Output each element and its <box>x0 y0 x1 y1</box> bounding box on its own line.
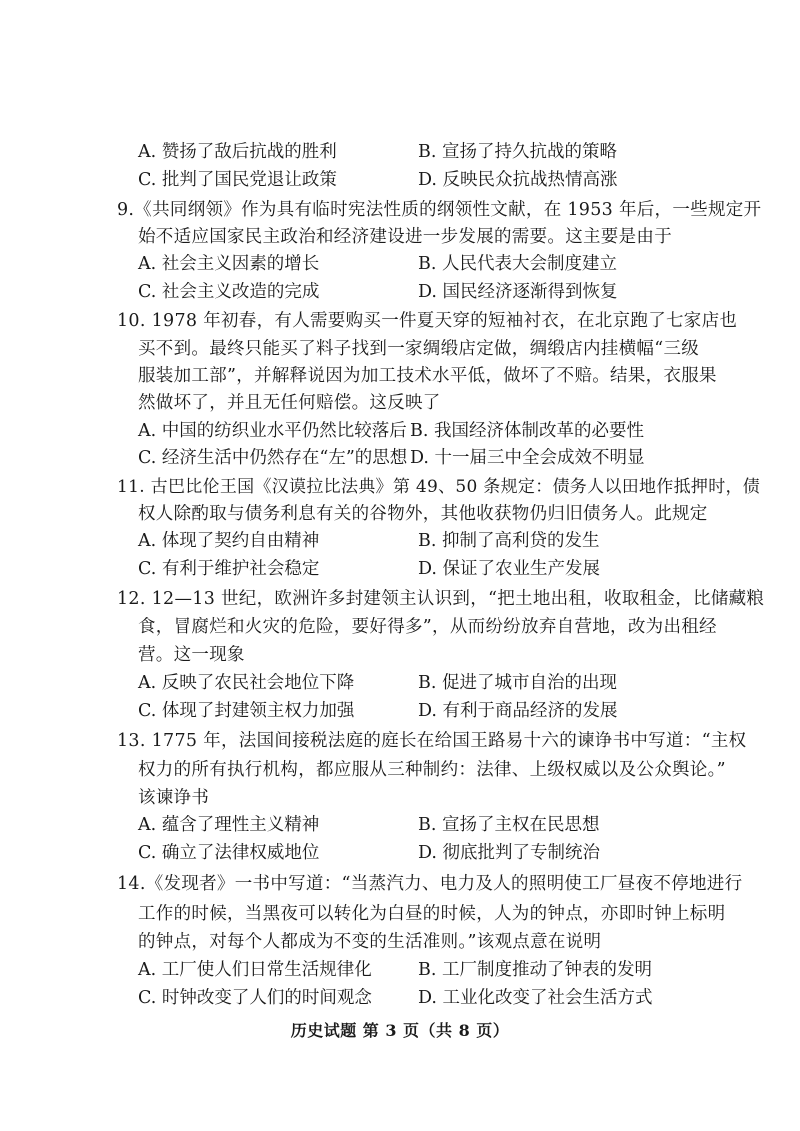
q13-option-b: B. 宣扬了主权在民思想 <box>418 815 600 835</box>
q10-stem-line4: 然做坏了，并且无任何赔偿。这反映了 <box>138 393 441 413</box>
q10-option-b: B. 我国经济体制改革的必要性 <box>410 421 644 441</box>
q12-stem-line3: 营。这一现象 <box>138 645 245 665</box>
q13-option-d: D. 彻底批判了专制统治 <box>418 843 601 863</box>
q9-option-c: C. 社会主义改造的完成 <box>138 282 320 302</box>
q12-stem-line2: 食，冒腐烂和火灾的危险，要好得多”，从而纷纷放弃自营地，改为出租经 <box>138 617 717 637</box>
q12-stem-line1: 12. 12—13 世纪，欧洲许多封建领主认识到，“把土地出租，收取租金，比储藏粮 <box>117 589 765 609</box>
q8-option-d: D. 反映民众抗战热情高涨 <box>418 170 618 190</box>
q12-option-d: D. 有利于商品经济的发展 <box>418 701 618 721</box>
q12-option-b: B. 促进了城市自治的出现 <box>418 673 617 693</box>
q13-option-c: C. 确立了法律权威地位 <box>138 843 320 863</box>
q13-option-a: A. 蕴含了理性主义精神 <box>138 815 320 835</box>
q11-stem-line2: 权人除酌取与债务利息有关的谷物外，其他收获物仍归旧债务人。此规定 <box>138 504 708 524</box>
q11-option-b: B. 抑制了高利贷的发生 <box>418 531 600 551</box>
q10-stem-line3: 服装加工部”，并解释说因为加工技术水平低，做坏了不赔。结果，衣服果 <box>138 366 717 386</box>
q12-option-c: C. 体现了封建领主权力加强 <box>138 701 355 721</box>
q13-stem-line2: 权力的所有执行机构，都应服从三种制约：法律、上级权威以及公众舆论。” <box>138 760 726 780</box>
q8-option-b: B. 宣扬了持久抗战的策略 <box>418 142 617 162</box>
q10-stem-line2: 买不到。最终只能买了料子找到一家绸缎店定做，绸缎店内挂横幅“三级 <box>138 339 700 359</box>
q14-option-d: D. 工业化改变了社会生活方式 <box>418 988 653 1008</box>
q8-option-c: C. 批判了国民党退让政策 <box>138 170 337 190</box>
q14-option-a: A. 工厂使人们日常生活规律化 <box>138 960 372 980</box>
q14-stem-line2: 工作的时候，当黑夜可以转化为白昼的时候，人为的钟点，亦即时钟上标明 <box>138 904 726 924</box>
q11-option-c: C. 有利于维护社会稳定 <box>138 559 320 579</box>
q11-stem-line1: 11. 古巴比伦王国《汉谟拉比法典》第 49、50 条规定：债务人以田地作抵押时，债 <box>117 477 761 497</box>
q11-option-a: A. 体现了契约自由精神 <box>138 531 320 551</box>
q12-option-a: A. 反映了农民社会地位下降 <box>138 673 355 693</box>
q14-stem-line1: 14.《发现者》一书中写道：“当蒸汽力、电力及人的照明使工厂昼夜不停地进行 <box>117 874 743 894</box>
page-footer: 历史试题 第 3 页（共 8 页） <box>290 1021 510 1040</box>
q9-option-a: A. 社会主义因素的增长 <box>138 254 320 274</box>
q14-option-c: C. 时钟改变了人们的时间观念 <box>138 988 372 1008</box>
q10-option-a: A. 中国的纺织业水平仍然比较落后 <box>138 421 407 441</box>
q14-stem-line3: 的钟点，对每个人都成为不变的生活准则。”该观点意在说明 <box>138 932 602 952</box>
q10-option-d: D. 十一届三中全会成效不明显 <box>410 448 645 468</box>
q9-option-d: D. 国民经济逐渐得到恢复 <box>418 282 618 302</box>
q13-stem-line1: 13. 1775 年，法国间接税法庭的庭长在给国王路易十六的谏诤书中写道：“主权 <box>117 731 747 751</box>
q13-stem-line3: 该谏诤书 <box>138 788 210 808</box>
q14-option-b: B. 工厂制度推动了钟表的发明 <box>418 960 652 980</box>
q10-option-c: C. 经济生活中仍然存在“左”的思想 <box>138 448 408 468</box>
q8-option-a: A. 赞扬了敌后抗战的胜利 <box>138 142 337 162</box>
q9-stem-line2: 始不适应国家民主政治和经济建设进一步发展的需要。这主要是由于 <box>138 227 672 247</box>
q10-stem-line1: 10. 1978 年初春，有人需要购买一件夏天穿的短袖衬衣，在北京跑了七家店也 <box>117 311 738 331</box>
q9-stem-line1: 9.《共同纲领》作为具有临时宪法性质的纲领性文献，在 1953 年后，一些规定开 <box>117 200 762 220</box>
q9-option-b: B. 人民代表大会制度建立 <box>418 254 617 274</box>
q11-option-d: D. 保证了农业生产发展 <box>418 559 601 579</box>
